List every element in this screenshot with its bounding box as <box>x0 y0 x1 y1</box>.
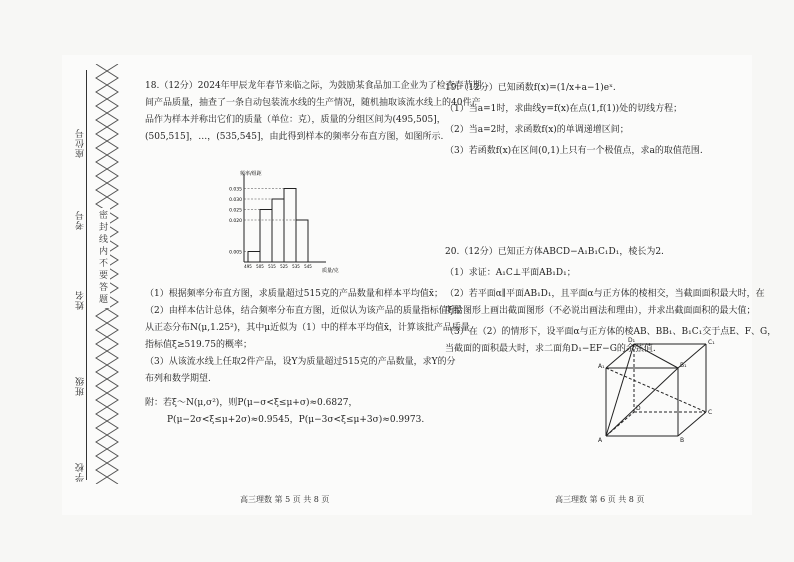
cube-label-d: D <box>636 405 641 412</box>
q18-part-3a: （3）从该流水线上任取2件产品，设Y为质量超过515克的产品数量，求Y的分 <box>145 357 456 368</box>
margin-label-name: 姓名 <box>76 290 86 310</box>
q18-part-1: （1）根据频率分布直方图，求质量超过515克的产品数量和样本平均值x̄； <box>145 289 443 299</box>
x-tick-label: 545 <box>304 264 312 269</box>
q20-part-3a: （3）在（2）的情形下，设平面α与正方体的棱AB、BB₁、B₁C₁交于点E、F、G， <box>445 327 777 338</box>
q18-line-3: 品作为样本并称出它们的质量（单位：克），质量的分组区间为(495,505]， <box>145 115 446 126</box>
chart-ylabel: 频率/组距 <box>240 171 262 177</box>
right-page-footer: 高三理数 第 6 页 共 8 页 <box>555 495 645 504</box>
seal-line-text: 密封线内不要答题 <box>95 208 110 308</box>
histogram-bar <box>260 210 272 263</box>
frequency-histogram <box>228 166 368 274</box>
histogram-bar <box>284 189 296 263</box>
y-tick-label: 0.005 <box>229 250 242 256</box>
y-tick-label: 0.035 <box>229 187 242 193</box>
x-tick-label: 505 <box>256 264 264 269</box>
x-tick-label: 495 <box>244 264 252 269</box>
q18-line-2: 间产品质量，抽查了一条自动包装流水线的生产情况，随机抽取该流水线上的40件产 <box>145 98 481 109</box>
q18-part-2c: 指标值ξ≥519.75的概率； <box>145 340 252 351</box>
q18-line-4: (505,515]，…，(535,545]，由此得到样本的频率分布直方图，如图所示. <box>145 132 444 143</box>
x-tick-label: 535 <box>292 264 300 269</box>
q18-part-2a: （2）由样本估计总体，结合频率分布直方图，近似认为该产品的质量指标值ξ服 <box>145 306 462 317</box>
q19-part-1: （1）当a=1时，求曲线y=f(x)在点(1,f(1))处的切线方程； <box>445 104 683 115</box>
margin-label-exam-no: 考号 <box>76 210 86 230</box>
left-page-q18 <box>145 78 482 146</box>
cube-figure <box>598 336 722 444</box>
cube-label-d1: D₁ <box>628 337 636 344</box>
q20-line-1: 20.（12分）已知正方体ABCD−A₁B₁C₁D₁，棱长为2. <box>445 247 664 257</box>
cube-label-c: C <box>708 409 713 416</box>
y-tick-label: 0.025 <box>229 208 242 214</box>
cube-label-a: A <box>598 437 603 444</box>
q18-reference-1: 附：若ξ～N(μ,σ²)，则P(μ−σ<ξ≤μ+σ)≈0.6827， <box>145 397 358 408</box>
right-page-q19 <box>445 80 745 160</box>
margin-label-class: 班级 <box>76 376 86 396</box>
cube-label-b1: B₁ <box>680 362 687 369</box>
x-tick-label: 515 <box>268 264 276 269</box>
q20-part-3b: 当截面的面积最大时，求二面角D₁−EF−G的余弦值. <box>445 344 656 355</box>
q20-part-1: （1）求证：A₁C⊥平面AB₁D₁； <box>445 268 576 279</box>
histogram-bar <box>248 252 260 263</box>
histogram-bar <box>296 220 308 262</box>
q19-part-2: （2）当a=2时，求函数f(x)的单调递增区间； <box>445 125 629 136</box>
chart-xlabel: 质量/克 <box>322 268 339 274</box>
y-tick-label: 0.020 <box>229 219 242 224</box>
cube-label-b: B <box>680 437 685 444</box>
q20-part-2b: 所给图形上画出截面图形（不必说出画法和理由），并求出截面面积的最大值； <box>445 306 756 317</box>
left-page-footer: 高三理数 第 5 页 共 8 页 <box>240 495 330 504</box>
y-tick-label: 0.030 <box>229 198 242 203</box>
q19-line-1: 19.（12分）已知函数f(x)=(1/x+a−1)eˣ. <box>445 83 616 93</box>
histogram-bar <box>272 199 284 262</box>
x-tick-label: 525 <box>280 264 288 269</box>
q20-part-2a: （2）若平面α∥平面AB₁D₁，且平面α与正方体的棱相交，当截面面积最大时，在 <box>445 289 765 300</box>
left-page-q18-parts <box>145 286 470 429</box>
margin-label-seat: 座位号 <box>76 128 86 158</box>
q18-part-3b: 布列和数学期望. <box>145 374 211 385</box>
q18-line-1: 18.（12分）2024年甲辰龙年春节来临之际，为鼓励某食品加工企业为了检查春节期 <box>145 81 482 91</box>
margin-label-school: 学校 <box>76 462 86 482</box>
q19-part-3: （3）若函数f(x)在区间(0,1)上只有一个极值点，求a的取值范围. <box>445 146 703 157</box>
q18-part-2b: 从正态分布N(μ,1.25²)，其中μ近似为（1）中的样本平均值x̄，计算该批产品质量 <box>145 323 470 334</box>
cube-label-a1: A₁ <box>598 363 605 370</box>
cube-label-c1: C₁ <box>708 339 715 346</box>
q18-reference-2: P(μ−2σ<ξ≤μ+2σ)≈0.9545，P(μ−3σ<ξ≤μ+3σ)≈0.9973. <box>167 414 425 425</box>
